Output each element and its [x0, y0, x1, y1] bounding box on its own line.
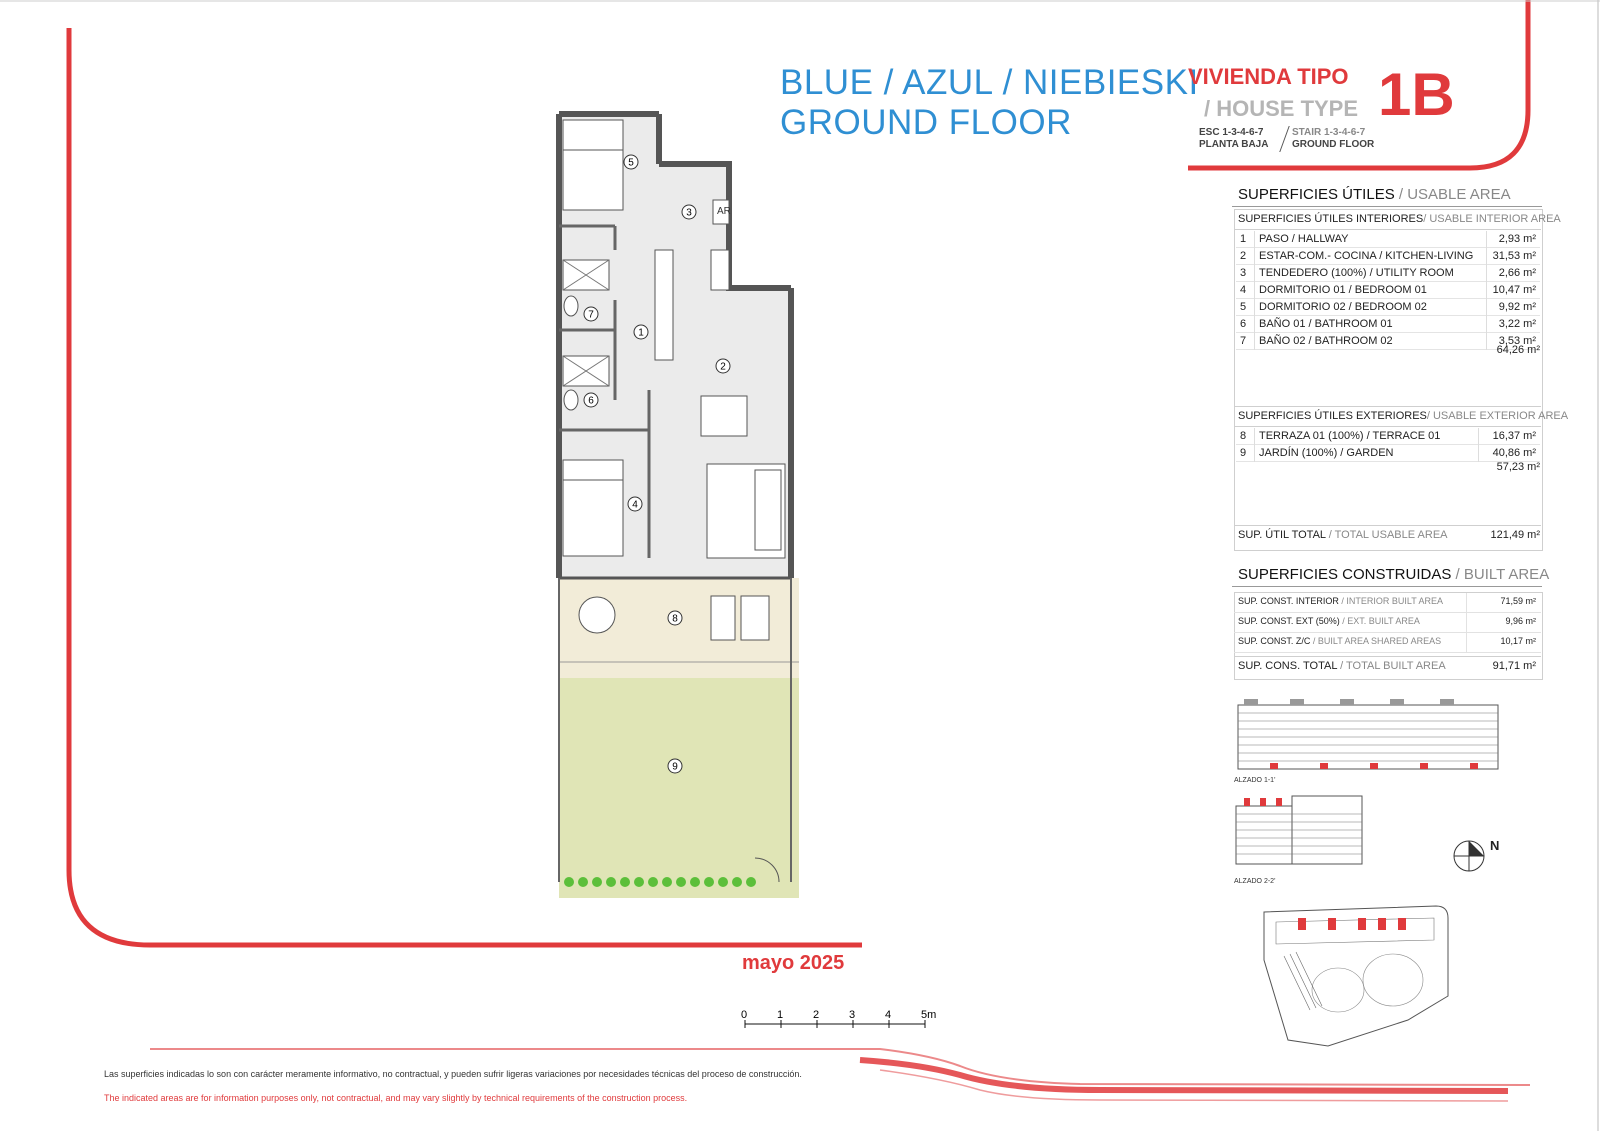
note-en: The indicated areas are for information purposes only, not contractual, and may vary slightly by technical requirements of the construction process.: [104, 1093, 688, 1103]
usable-total-value: 121,49 m²: [1490, 529, 1540, 541]
row-label: ESTAR-COM.- COCINA / KITCHEN-LIVING: [1255, 248, 1487, 265]
row-label: PASO / HALLWAY: [1255, 231, 1487, 248]
svg-text:5: 5: [628, 157, 634, 169]
row-label: TENDEDERO (100%) / UTILITY ROOM: [1255, 265, 1487, 282]
svg-text:8: 8: [672, 613, 678, 625]
elevation-1-drawing: [1230, 695, 1520, 785]
built-row-es: SUP. CONST. INTERIOR: [1238, 596, 1339, 606]
built-row-label: [1238, 636, 1441, 646]
esc-es: ESC 1-3-4-6-7: [1199, 127, 1264, 138]
built-row-es: SUP. CONST. Z/C: [1238, 636, 1311, 646]
interior-row: [1236, 265, 1540, 282]
scale-tick-label: 5m: [921, 1009, 937, 1021]
row-value: 3,22 m²: [1486, 316, 1540, 333]
interior-table: [1236, 231, 1540, 350]
exterior-header-en: / USABLE EXTERIOR AREA: [1426, 410, 1569, 422]
row-label: DORMITORIO 02 / BEDROOM 02: [1255, 299, 1487, 316]
built-title-es: SUPERFICIES CONSTRUIDAS: [1238, 566, 1452, 583]
room-marker-7: [584, 307, 598, 321]
divider: [1234, 406, 1541, 407]
exterior-row: [1236, 428, 1540, 445]
date-label: mayo 2025: [742, 952, 845, 974]
built-row-label: [1238, 616, 1420, 626]
stair-en: STAIR 1-3-4-6-7: [1292, 127, 1366, 138]
floor-plan-drawing: [555, 110, 815, 910]
interior-row: [1236, 282, 1540, 299]
svg-text:7: 7: [588, 309, 594, 321]
built-row-value: 10,17 m²: [1500, 636, 1536, 646]
row-number: 4: [1240, 284, 1247, 296]
built-row-en: / BUILT AREA SHARED AREAS: [1310, 636, 1442, 646]
built-title-en: / BUILT AREA: [1455, 566, 1550, 583]
built-total-label: [1238, 660, 1446, 672]
row-value: 40,86 m²: [1479, 445, 1540, 462]
usable-title-es: SUPERFICIES ÚTILES: [1238, 186, 1395, 203]
interior-row: [1236, 316, 1540, 333]
built-total-es: SUP. CONS. TOTAL: [1238, 660, 1338, 672]
row-number: 9: [1240, 447, 1247, 459]
planta-es: PLANTA BAJA: [1199, 139, 1269, 150]
row-number: 8: [1240, 430, 1247, 442]
interior-header-en: / USABLE INTERIOR AREA: [1423, 213, 1561, 225]
divider: [1234, 656, 1541, 657]
row-label: TERRAZA 01 (100%) / TERRACE 01: [1255, 428, 1479, 445]
divider: [1466, 613, 1467, 633]
scale-tick-label: 3: [849, 1009, 856, 1021]
built-row-es: SUP. CONST. EXT (50%): [1238, 616, 1340, 626]
built-row-en: / EXT. BUILT AREA: [1339, 616, 1420, 626]
house-type-label: / HOUSE TYPE: [1204, 96, 1359, 121]
room-marker-4: [628, 497, 642, 511]
row-label: BAÑO 01 / BATHROOM 01: [1255, 316, 1487, 333]
scale-tick-label: 1: [777, 1009, 784, 1021]
scale-bar: [735, 1008, 945, 1038]
ar-label: AR: [717, 206, 731, 217]
built-row-label: [1238, 596, 1443, 606]
alzado-2-label: ALZADO 2-2': [1234, 878, 1276, 885]
north-label: N: [1490, 838, 1500, 853]
row-value: 10,47 m²: [1486, 282, 1540, 299]
svg-text:9: 9: [672, 761, 678, 773]
row-value: 2,66 m²: [1486, 265, 1540, 282]
note-es: Las superficies indicadas lo son con carácter meramente informativo, no contractual, y pueden sufrir ligeras variaciones por necesidades técnicas del proceso de construcción.: [104, 1069, 802, 1079]
built-area-title: [1238, 566, 1549, 583]
svg-text:2: 2: [720, 361, 726, 373]
row-label: JARDÍN (100%) / GARDEN: [1255, 445, 1479, 462]
built-row-en: / INTERIOR BUILT AREA: [1338, 596, 1444, 606]
room-marker-1: [634, 325, 648, 339]
row-number: 2: [1240, 250, 1247, 262]
north-arrow-icon: [1452, 836, 1486, 876]
divider: [1234, 426, 1541, 427]
interior-total: 64,26 m²: [1496, 344, 1540, 356]
svg-text:6: 6: [588, 395, 594, 407]
elevation-2-drawing: [1230, 792, 1390, 876]
row-number: 1: [1240, 233, 1247, 245]
vivienda-tipo-label: VIVIENDA TIPO: [1188, 64, 1349, 89]
exterior-total: 57,23 m²: [1496, 461, 1540, 473]
divider: [1234, 229, 1541, 230]
divider: [1234, 612, 1541, 613]
row-number: 7: [1240, 335, 1247, 347]
row-value: 31,53 m²: [1486, 248, 1540, 265]
row-value: 2,93 m²: [1486, 231, 1540, 248]
divider: [1234, 525, 1541, 526]
garden-area: [559, 678, 799, 898]
divider: [1234, 632, 1541, 633]
room-marker-8: [668, 611, 682, 625]
divider: [1466, 633, 1467, 653]
room-marker-6: [584, 393, 598, 407]
divider: [1466, 593, 1467, 613]
room-marker-2: [716, 359, 730, 373]
scale-tick-label: 0: [741, 1009, 748, 1021]
exterior-header: [1238, 410, 1568, 422]
divider: [1232, 206, 1542, 207]
house-type-code: 1B: [1378, 61, 1455, 128]
row-number: 5: [1240, 301, 1247, 313]
room-marker-5: [624, 155, 638, 169]
svg-text:3: 3: [686, 207, 692, 219]
svg-text:4: 4: [632, 499, 638, 511]
usable-total-label: [1238, 529, 1448, 541]
built-total-value: 91,71 m²: [1492, 660, 1536, 672]
alzado-1-label: ALZADO 1-1': [1234, 777, 1276, 784]
usable-area-title: [1238, 186, 1511, 203]
row-value: 9,92 m²: [1486, 299, 1540, 316]
divider: [1234, 652, 1541, 653]
row-value: 3,53 m²: [1486, 333, 1540, 350]
interior-row: [1236, 231, 1540, 248]
built-row-value: 9,96 m²: [1505, 616, 1536, 626]
divider: [1232, 586, 1542, 587]
usable-total-es: SUP. ÚTIL TOTAL: [1238, 529, 1326, 541]
usable-title-en: / USABLE AREA: [1398, 186, 1511, 203]
title-line2: GROUND FLOOR: [780, 103, 1072, 142]
usable-total-en: / TOTAL USABLE AREA: [1328, 529, 1448, 541]
exterior-row: [1236, 445, 1540, 462]
scale-tick-label: 4: [885, 1009, 892, 1021]
interior-header-es: SUPERFICIES ÚTILES INTERIORES: [1238, 213, 1424, 225]
interior-row: [1236, 248, 1540, 265]
room-marker-3: [682, 205, 696, 219]
interior-header: [1238, 213, 1561, 225]
svg-text:1: 1: [638, 327, 644, 339]
room-marker-9: [668, 759, 682, 773]
row-label: BAÑO 02 / BATHROOM 02: [1255, 333, 1487, 350]
built-total-en: / TOTAL BUILT AREA: [1340, 660, 1446, 672]
interior-row: [1236, 299, 1540, 316]
row-value: 16,37 m²: [1479, 428, 1540, 445]
exterior-header-es: SUPERFICIES ÚTILES EXTERIORES: [1238, 410, 1427, 422]
site-plan-drawing: [1258, 900, 1458, 1048]
floor-en: GROUND FLOOR: [1292, 139, 1375, 150]
scale-tick-label: 2: [813, 1009, 820, 1021]
row-label: DORMITORIO 01 / BEDROOM 01: [1255, 282, 1487, 299]
row-number: 3: [1240, 267, 1247, 279]
built-row-value: 71,59 m²: [1500, 596, 1536, 606]
exterior-table: [1236, 428, 1540, 462]
row-number: 6: [1240, 318, 1247, 330]
title-line1: BLUE / AZUL / NIEBIESKI: [780, 63, 1199, 102]
